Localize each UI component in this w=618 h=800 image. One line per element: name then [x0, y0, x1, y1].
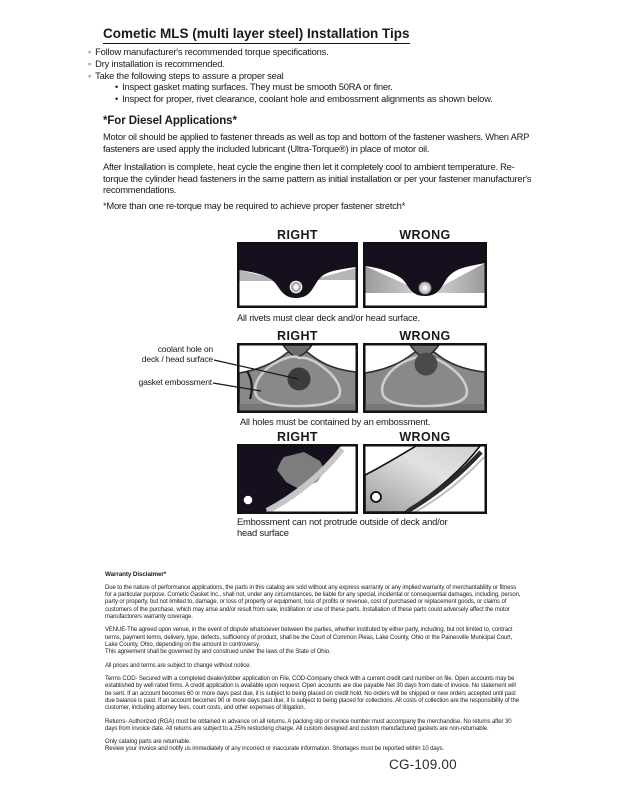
gasket-embossment-annotation: gasket embossment: [138, 377, 212, 387]
rivets-wrong-label: WRONG: [399, 228, 451, 242]
coolant-hole-annotation: coolant hole on deck / head surface: [141, 344, 213, 365]
page-title: Cometic MLS (multi layer steel) Installation Tips: [103, 26, 410, 44]
embossment-wrong-label: WRONG: [399, 430, 451, 444]
warranty-paragraph: Only catalog parts are returnable.: [105, 739, 191, 746]
warranty-paragraph: Returns- Authorized (RGA) must be obtained in advance on all returns. A packing slip or invoice number must accompany the merchandise. No returns after 30 days from invoice date. All returns are subject to a 25% restocking charge. All custom designed and custom manufactured gaskets are non-returnable.: [105, 718, 512, 732]
page-number: CG-109.00: [389, 757, 457, 772]
tip-bullet: ◦ Follow manufacturer's recommended torque specifications.: [88, 46, 533, 58]
holes-caption: All holes must be contained by an embossment.: [240, 416, 431, 427]
embossment-right-diagram: [237, 444, 358, 519]
diesel-section-heading: *For Diesel Applications*: [103, 115, 237, 127]
warranty-heading: Warranty Disclaimer*: [105, 571, 167, 578]
installation-tips-list: [88, 46, 533, 105]
tip-bullet: ◦ Dry installation is recommended.: [88, 58, 533, 70]
holes-wrong-label: WRONG: [399, 329, 451, 343]
holes-right-label: RIGHT: [277, 329, 318, 343]
warranty-paragraph: Due to the nature of performance applications, the parts in this catalog are sold without any express warranty or any implied warranty of merchantability or fitness for a particular purpose. Cometic Gasket Inc., shall not, under any circumstances, be liable for any special, incidental or consequential damages, including, person, party or property, but not limited to, damage, or loss of property or equipment, loss of profits or revenue, cost of purchased or replacement goods, or claims of customers of the purchase, which may arise and/or result from sale, instillation or use of these parts. Installation of these parts could adversely affect the motor manufacturers warranty coverage.: [105, 585, 521, 620]
retorque-note: *More than one re-torque may be required to achieve proper fastener stretch*: [103, 200, 406, 211]
warranty-disclaimer: [105, 571, 522, 754]
warranty-paragraph: Terms COD- Secured with a completed dealer/jobber application on File, COD-Company check with a current credit card number on file. Open accounts may be established by well rated firms. A credit application is available upon request. Open accounts are due payable Net 30 days from date of invoice. No statement will be sent. If an account becomes 60 or more days past due, it is subject to being placed on credit hold. No orders will be shipped or new orders accepted until past due balance is paid. If an account becomes 90 or more days past due, it is subject to being placed for collections. All costs of collection are the responsibility of the customer, including attorney fees, court costs, and other expenses of litigation.: [105, 676, 520, 711]
rivets-caption: All rivets must clear deck and/or head surface.: [237, 312, 420, 323]
warranty-paragraph: Review your invoice and notify us immediately of any incorrect or inaccurate information. Shortages must be reported within 10 days.: [105, 746, 444, 753]
embossment-caption: Embossment can not protrude outside of deck and/or head surface: [237, 516, 448, 539]
annotation-leader-lines: [204, 352, 314, 398]
rivet-right-diagram: [237, 242, 358, 313]
warranty-paragraph: VENUE-The agreed upon venue, in the event of dispute whatsoever between the parties, whether instituted by either party, including, but not limited to, contract terms, payment terms, delivery, type, defects, sufficiency of product, shall be the Court of Common Pleas, Lake County, Ohio or the Painesville Municipal Court, Lake County, Ohio, depending on the amount in controversy.: [105, 627, 513, 648]
diesel-paragraph: After Installation is complete, heat cycle the engine then let it completely cool to ambient temperature. Re-torque the cylinder head fasteners in the same pattern as initial installation or per your fastener manufacturer's recommendations.: [103, 161, 532, 196]
rivets-right-label: RIGHT: [277, 228, 318, 242]
rivet-wrong-diagram: [363, 242, 487, 313]
tip-sub-bullet: • Inspect gasket mating surfaces. They must be smooth 50RA or finer.: [115, 81, 533, 93]
embossment-right-label: RIGHT: [277, 430, 318, 444]
diesel-paragraph: Motor oil should be applied to fastener threads as well as top and bottom of the fastener washers. When ARP fasteners are used apply the included lubricant (Ultra-Torque®) in place of motor oil.: [103, 131, 529, 154]
warranty-paragraph: This agreement shall be governed by and construed under the laws of the State of Ohio.: [105, 648, 331, 655]
embossment-wrong-diagram: [363, 444, 487, 519]
holes-wrong-diagram: [363, 343, 487, 418]
tip-bullet: ◦ Take the following steps to assure a proper seal: [88, 70, 533, 82]
warranty-paragraph: All prices and terms are subject to change without notice.: [105, 662, 251, 669]
tip-sub-bullet: • Inspect for proper, rivet clearance, coolant hole and embossment alignments as shown below.: [115, 93, 533, 105]
